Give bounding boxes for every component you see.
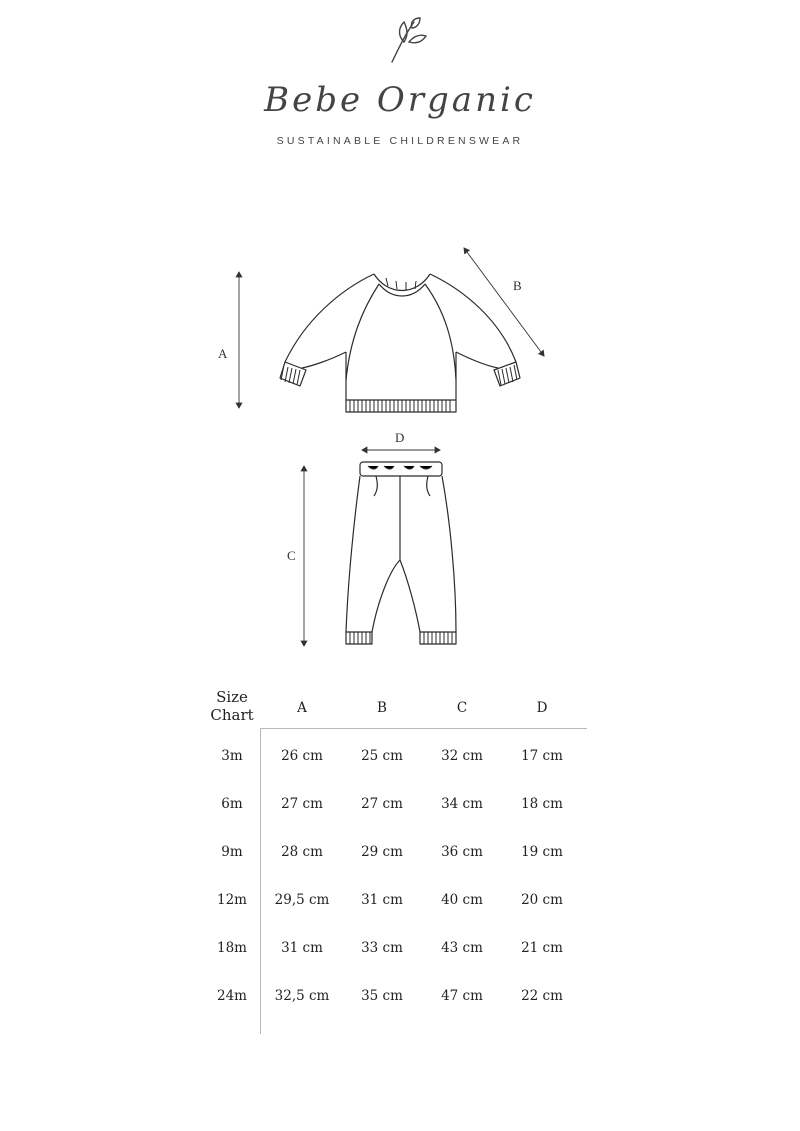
- cell-d: 21 cm: [521, 940, 563, 956]
- header-divider: [260, 728, 587, 729]
- cell-a: 28 cm: [281, 844, 323, 860]
- cell-c: 32 cm: [441, 748, 483, 764]
- brand-tagline: SUSTAINABLE CHILDRENSWEAR: [276, 135, 524, 147]
- table-row: [200, 892, 600, 914]
- row-size: 12m: [217, 892, 247, 908]
- label-b: B: [513, 278, 522, 293]
- cell-a: 27 cm: [281, 796, 323, 812]
- brand-name: Bebe Organic: [264, 80, 536, 120]
- size-chart: [200, 680, 600, 1040]
- label-c: C: [287, 548, 296, 563]
- cell-a: 31 cm: [281, 940, 323, 956]
- cell-b: 33 cm: [361, 940, 403, 956]
- table-row: [200, 940, 600, 962]
- cell-a: 26 cm: [281, 748, 323, 764]
- cell-c: 43 cm: [441, 940, 483, 956]
- cell-d: 20 cm: [521, 892, 563, 908]
- cell-b: 29 cm: [361, 844, 403, 860]
- label-d: D: [395, 430, 405, 445]
- cell-d: 18 cm: [521, 796, 563, 812]
- row-size: 3m: [221, 748, 243, 764]
- cell-d: 22 cm: [521, 988, 563, 1004]
- cell-c: 40 cm: [441, 892, 483, 908]
- cell-c: 36 cm: [441, 844, 483, 860]
- cell-d: 19 cm: [521, 844, 563, 860]
- column-header-d: D: [536, 700, 548, 716]
- arrow-b: [464, 248, 544, 356]
- cell-c: 47 cm: [441, 988, 483, 1004]
- table-row: [200, 796, 600, 818]
- row-size: 18m: [217, 940, 247, 956]
- pants-drawing: [346, 462, 456, 644]
- sweater-drawing: [280, 274, 520, 412]
- label-a: A: [218, 346, 228, 361]
- cell-b: 25 cm: [361, 748, 403, 764]
- cell-a: 32,5 cm: [274, 988, 330, 1004]
- cell-b: 27 cm: [361, 796, 403, 812]
- cell-a: 29,5 cm: [274, 892, 330, 908]
- row-size: 6m: [221, 796, 243, 812]
- size-chart-title: Size Chart: [210, 688, 254, 724]
- cell-b: 35 cm: [361, 988, 403, 1004]
- row-size: 9m: [221, 844, 243, 860]
- table-row: [200, 988, 600, 1010]
- row-size: 24m: [217, 988, 247, 1004]
- cell-c: 34 cm: [441, 796, 483, 812]
- table-row: [200, 844, 600, 866]
- column-header-c: C: [456, 700, 468, 716]
- cell-b: 31 cm: [361, 892, 403, 908]
- table-row: [200, 748, 600, 770]
- garment-illustration: [0, 230, 800, 670]
- cell-d: 17 cm: [521, 748, 563, 764]
- column-header-a: A: [297, 700, 307, 716]
- column-header-b: B: [377, 700, 387, 716]
